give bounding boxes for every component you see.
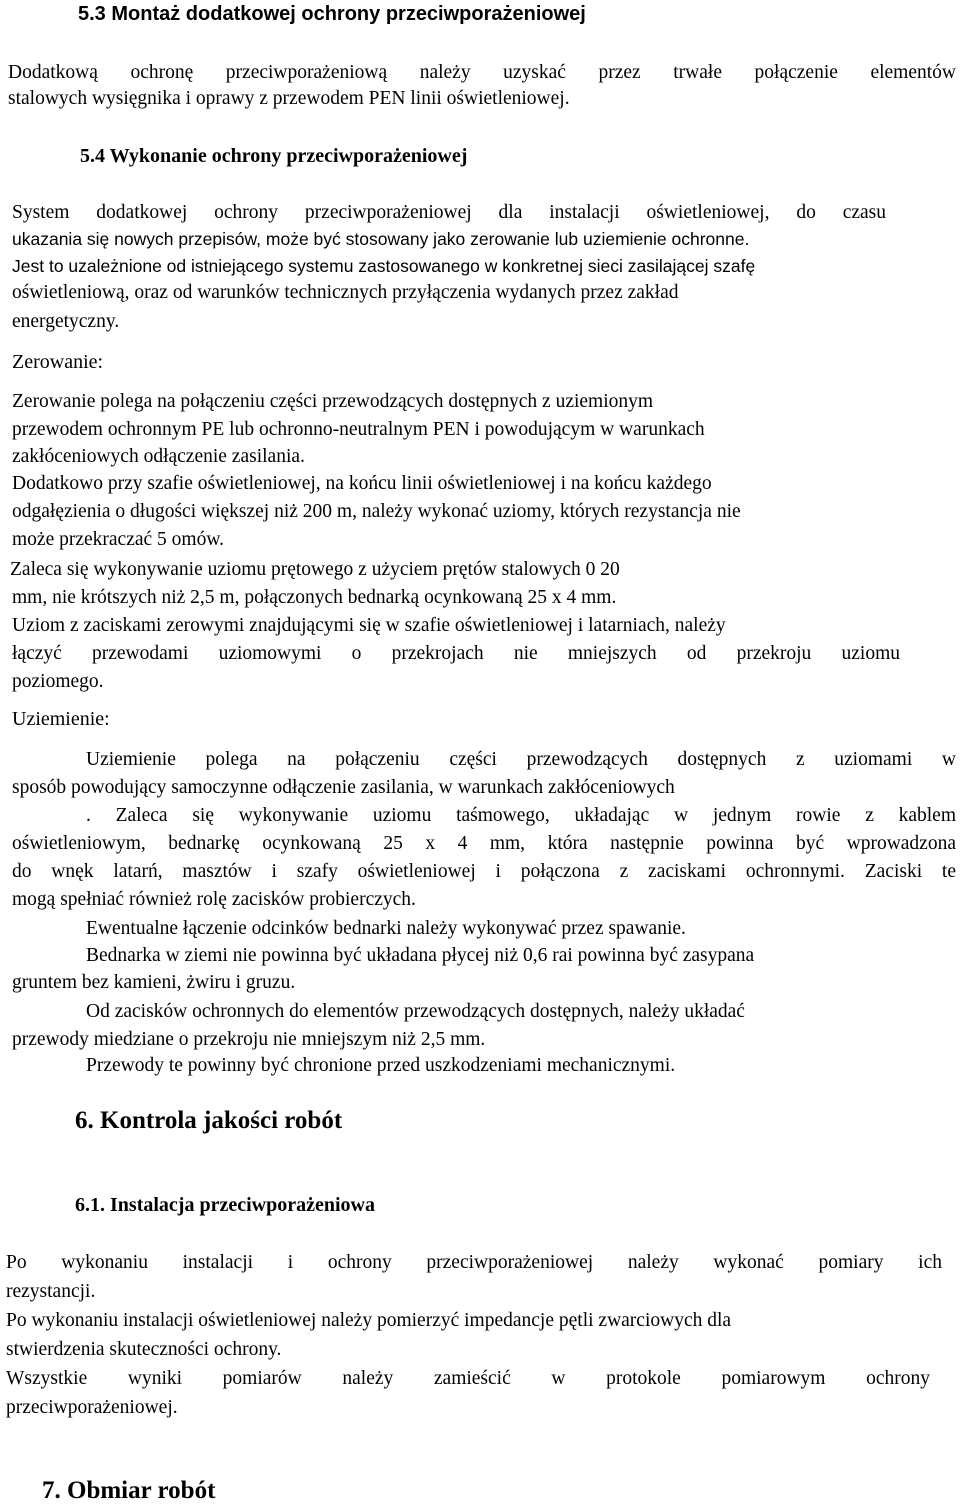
zerowanie-label: Zerowanie: (12, 351, 104, 373)
intro-line-4: oświetleniową, oraz od warunków technicznych przyłączenia wydanych przez zakład (12, 282, 679, 303)
zerowanie-p1-line-3: zakłóceniowych odłączenie zasilania. (12, 446, 305, 467)
intro-line-5: energetyczny. (12, 311, 120, 332)
section-6-p3-line-2: przeciwporażeniowej. (6, 1397, 178, 1418)
section-6-p3-line-1: Wszystkie wyniki pomiarów należy zamieścić w protokole pomiarowym ochrony (6, 1368, 930, 1389)
section-6-heading: 6. Kontrola jakości robót (75, 1107, 343, 1134)
section-5-4-heading: 5.4 Wykonanie ochrony przeciwporażeniowej (80, 145, 468, 167)
zerowanie-p1-line-2: przewodem ochronnym PE lub ochronno-neutralnym PEN i powodującym w warunkach (12, 419, 705, 440)
uziemienie-p2-line-1: . Zaleca się wykonywanie uziomu taśmowego, układając w jednym rowie z kablem (86, 805, 956, 826)
uziemienie-p2-line-3: do wnęk latarń, masztów i szafy oświetleniowej i połączona z zaciskami ochronnymi. Zaciski te (12, 861, 956, 882)
intro-line-1: System dodatkowej ochrony przeciwporażeniowej dla instalacji oświetleniowej, do czasu (12, 202, 886, 223)
section-6-p1-line-1: Po wykonaniu instalacji i ochrony przeciwporażeniowej należy wykonać pomiary ich (6, 1252, 942, 1273)
uziemienie-p5-line-2: przewody miedziane o przekroju nie mniejszym niż 2,5 mm. (12, 1029, 486, 1050)
uziemienie-p1-line-2: sposób powodujący samoczynne odłączenie zasilania, w warunkach zakłóceniowych (12, 777, 675, 798)
zerowanie-p1-line-1: Zerowanie polega na połączeniu części przewodzących dostępnych z uziemionym (12, 391, 654, 412)
zerowanie-p4-line-1: Uziom z zaciskami zerowymi znajdującymi się w szafie oświetleniowej i latarniach, należy (12, 615, 726, 636)
uziemienie-p4-line-2: gruntem bez kamieni, żwiru i gruzu. (12, 972, 296, 993)
zerowanie-p2-line-1: Dodatkowo przy szafie oświetleniowej, na końcu linii oświetleniowej i na końcu każdego (12, 473, 712, 494)
section-6-p1-line-2: rezystancji. (6, 1281, 96, 1302)
section-5-3-heading: 5.3 Montaż dodatkowej ochrony przeciwporażeniowej (78, 3, 586, 25)
zerowanie-p3-line-1: Zaleca się wykonywanie uziomu prętowego z użyciem prętów stalowych 0 20 (10, 559, 620, 580)
section-5-3-para-line-1: Dodatkową ochronę przeciwporażeniową należy uzyskać przez trwałe połączenie elementów (8, 62, 956, 83)
uziemienie-p2-line-2: oświetleniowym, bednarkę ocynkowaną 25 x 4 mm, która następnie powinna być wprowadzona (12, 833, 956, 854)
section-6-p2-line-2: stwierdzenia skuteczności ochrony. (6, 1339, 282, 1360)
section-6-1-heading: 6.1. Instalacja przeciwporażeniowa (75, 1194, 375, 1216)
zerowanie-p2-line-3: może przekraczać 5 omów. (12, 529, 225, 550)
intro-line-3: Jest to uzależnione od istniejącego systemu zastosowanego w konkretnej sieci zasilającej szafę (12, 256, 756, 276)
uziemienie-p6: Przewody te powinny być chronione przed uszkodzeniami mechanicznymi. (86, 1055, 676, 1076)
uziemienie-p2-line-4: mogą spełniać również rolę zacisków probierczych. (12, 889, 416, 910)
section-5-3-para-line-2: stalowych wysięgnika i oprawy z przewodem PEN linii oświetleniowej. (8, 88, 570, 109)
uziemienie-p1-line-1: Uziemienie polega na połączeniu części przewodzących dostępnych z uziomami w (86, 749, 956, 770)
zerowanie-p4-line-3: poziomego. (12, 671, 104, 692)
zerowanie-p3-line-2: mm, nie krótszych niż 2,5 m, połączonych bednarką ocynkowaną 25 x 4 mm. (12, 587, 617, 608)
uziemienie-p4-line-1: Bednarka w ziemi nie powinna być układana płycej niż 0,6 rai powinna być zasypana (86, 945, 755, 966)
uziemienie-label: Uziemienie: (12, 708, 110, 730)
intro-line-2: ukazania się nowych przepisów, może być stosowany jako zerowanie lub uziemienie ochronne. (12, 229, 750, 249)
section-7-heading: 7. Obmiar robót (42, 1477, 216, 1504)
zerowanie-p2-line-2: odgałęzienia o długości większej niż 200 m, należy wykonać uziomy, których rezystancja nie (12, 501, 741, 522)
uziemienie-p3: Ewentualne łączenie odcinków bednarki należy wykonywać przez spawanie. (86, 918, 686, 939)
section-6-p2-line-1: Po wykonaniu instalacji oświetleniowej należy pomierzyć impedancje pętli zwarciowych dla (6, 1310, 732, 1331)
zerowanie-p4-line-2: łączyć przewodami uziomowymi o przekrojach nie mniejszych od przekroju uziomu (12, 643, 900, 664)
uziemienie-p5-line-1: Od zacisków ochronnych do elementów przewodzących dostępnych, należy układać (86, 1001, 745, 1022)
